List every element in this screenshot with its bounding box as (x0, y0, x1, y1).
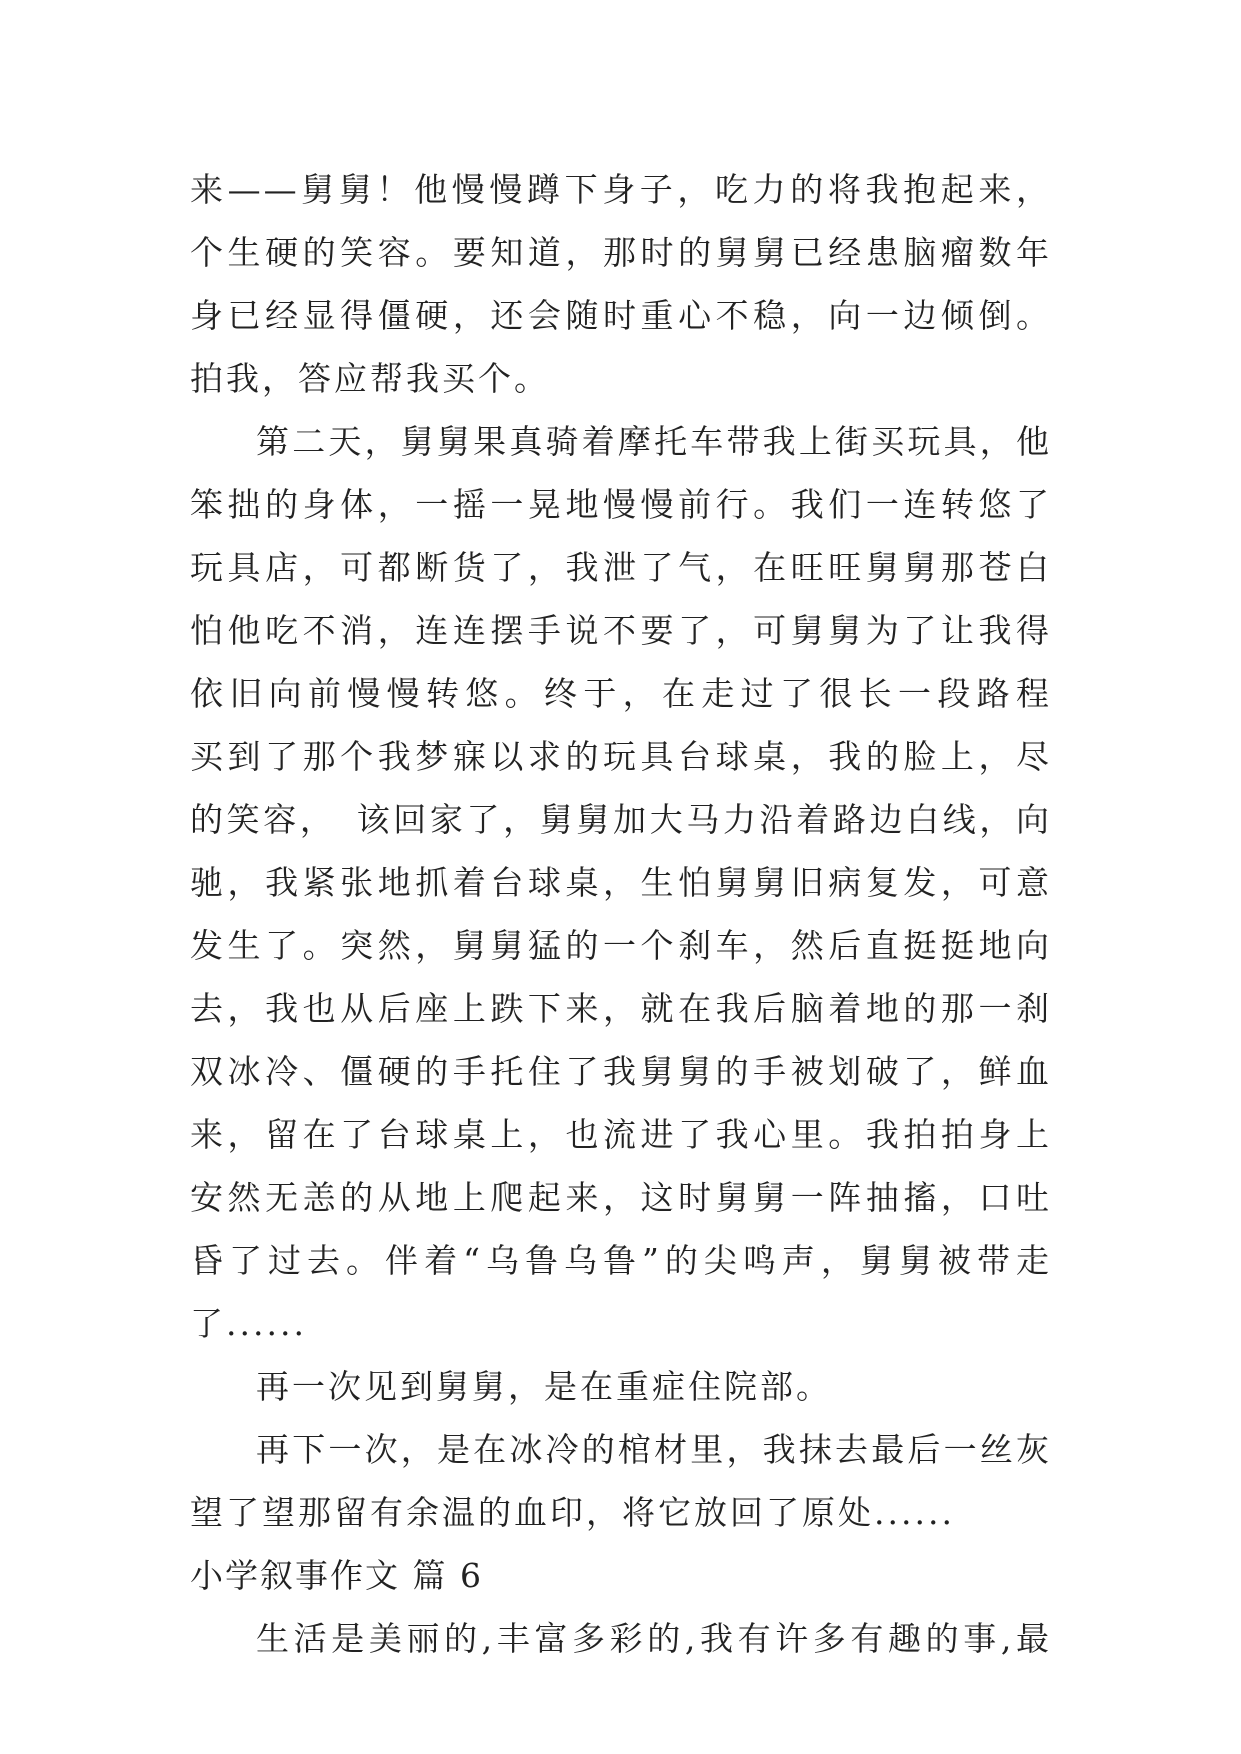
text-line: 依旧向前慢慢转悠。终于，在走过了很长一段路程 (190, 674, 1052, 713)
text-line: 笨拙的身体，一摇一晃地慢慢前行。我们一连转悠了 (190, 485, 1052, 524)
text-line: 怕他吃不消，连连摆手说不要了，可舅舅为了让我得 (190, 611, 1052, 650)
text-line: 来——舅舅！他慢慢蹲下身子，吃力的将我抱起来， (190, 170, 1052, 209)
text-line: 来，留在了台球桌上，也流进了我心里。我拍拍身上 (190, 1115, 1052, 1154)
text-line: 驰，我紧张地抓着台球桌，生怕舅舅旧病复发，可意 (190, 863, 1052, 902)
paragraph-first-line: 再下一次，是在冰冷的棺材里，我抹去最后一丝灰 (256, 1430, 1052, 1469)
text-line: 发生了。突然，舅舅猛的一个刹车，然后直挺挺地向 (190, 926, 1052, 965)
text-line: 拍我，答应帮我买个。 (190, 359, 550, 398)
paragraph-first-line: 第二天，舅舅果真骑着摩托车带我上街买玩具，他 (256, 422, 1052, 461)
text-line: 玩具店，可都断货了，我泄了气，在旺旺舅舅那苍白 (190, 548, 1052, 587)
text-line: 的笑容， 该回家了，舅舅加大马力沿着路边白线，向 (190, 800, 1052, 839)
text-line: 身已经显得僵硬，还会随时重心不稳，向一边倾倒。 (190, 296, 1052, 335)
text-line: 买到了那个我梦寐以求的玩具台球桌，我的脸上，尽 (190, 737, 1052, 776)
paragraph-first-line: 再一次见到舅舅，是在重症住院部。 (256, 1367, 832, 1406)
document-body (190, 158, 1052, 1670)
text-line: 安然无恙的从地上爬起来，这时舅舅一阵抽搐，口吐 (190, 1178, 1052, 1217)
paragraph-first-line: 生活是美丽的,丰富多彩的,我有许多有趣的事,最 (256, 1619, 1052, 1658)
text-line: 去，我也从后座上跌下来，就在我后脑着地的那一刹 (190, 989, 1052, 1028)
text-line: 了...... (190, 1304, 307, 1343)
text-line: 昏了过去。伴着“乌鲁乌鲁”的尖鸣声，舅舅被带走 (190, 1241, 1052, 1280)
text-line: 个生硬的笑容。要知道，那时的舅舅已经患脑瘤数年 (190, 233, 1052, 272)
section-heading: 小学叙事作文 篇 6 (190, 1556, 483, 1595)
text-line: 望了望那留有余温的血印，将它放回了原处...... (190, 1493, 955, 1532)
text-line: 双冰冷、僵硬的手托住了我舅舅的手被划破了，鲜血 (190, 1052, 1052, 1091)
